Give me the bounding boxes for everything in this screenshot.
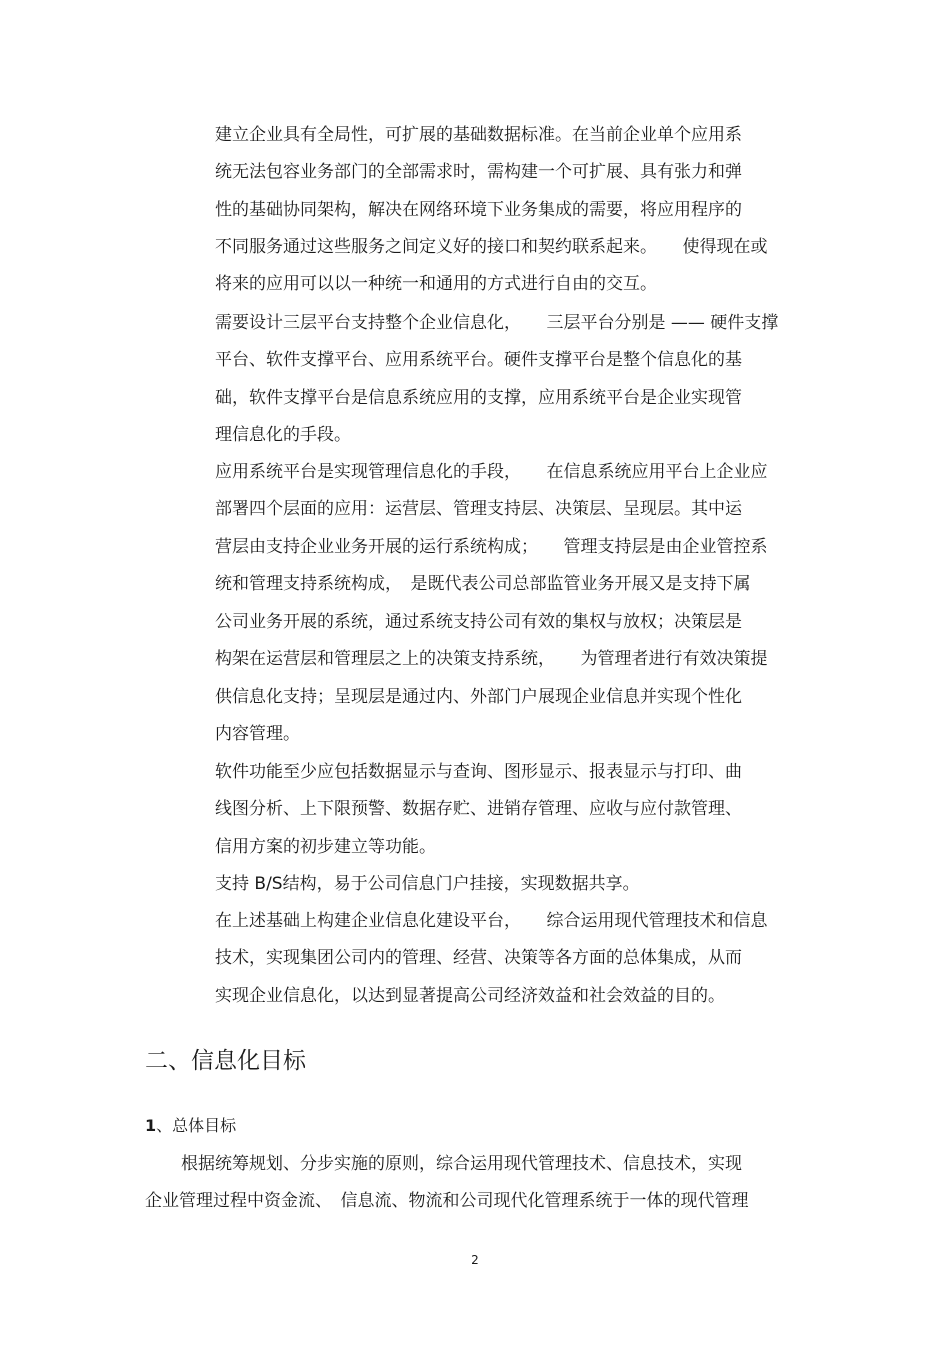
text-line: 统无法包容业务部门的全部需求时，需构建一个可扩展、具有张力和弹 — [215, 162, 742, 182]
text-line: 将来的应用可以以一种统一和通用的方式进行自由的交互。 — [215, 274, 657, 294]
text-line: 需要设计三层平台支持整个企业信息化， 三层平台分别是 —— 硬件支撑 — [215, 313, 779, 333]
subsection-title: 、总体目标 — [156, 1116, 237, 1135]
page-number: 2 — [471, 1253, 479, 1267]
text-line: 营层由支持企业业务开展的运行系统构成； 管理支持层是由企业管控系 — [215, 537, 768, 557]
text-line: 线图分析、上下限预警、数据存贮、进销存管理、应收与应付款管理、 — [215, 799, 742, 819]
section-heading: 二、信息化目标 — [145, 1048, 306, 1074]
text-line: 理信息化的手段。 — [215, 425, 351, 445]
text-line: 在上述基础上构建企业信息化建设平台， 综合运用现代管理技术和信息 — [215, 911, 768, 931]
text-line: 部署四个层面的应用：运营层、管理支持层、决策层、呈现层。其中运 — [215, 499, 742, 519]
text-line: 统和管理支持系统构成， 是既代表公司总部监管业务开展又是支持下属 — [215, 574, 751, 594]
text-line: 内容管理。 — [215, 724, 300, 744]
subsection-number: 1 — [145, 1116, 157, 1135]
text-line: 公司业务开展的系统，通过系统支持公司有效的集权与放权；决策层是 — [215, 612, 742, 632]
subsection-heading — [145, 1115, 236, 1137]
text-line: 供信息化支持；呈现层是通过内、外部门户展现企业信息并实现个性化 — [215, 687, 742, 707]
text-line: 根据统筹规划、分步实施的原则，综合运用现代管理技术、信息技术，实现 — [181, 1154, 742, 1174]
text-line: 支持 B/S结构，易于公司信息门户挂接，实现数据共享。 — [215, 874, 640, 894]
text-line: 应用系统平台是实现管理信息化的手段， 在信息系统应用平台上企业应 — [215, 462, 768, 482]
text-line: 企业管理过程中资金流、 信息流、物流和公司现代化管理系统于一体的现代管理 — [145, 1191, 749, 1211]
text-line: 不同服务通过这些服务之间定义好的接口和契约联系起来。 使得现在或 — [215, 237, 768, 257]
text-line: 技术，实现集团公司内的管理、经营、决策等各方面的总体集成，从而 — [215, 948, 742, 968]
text-line: 性的基础协同架构，解决在网络环境下业务集成的需要，将应用程序的 — [215, 200, 742, 220]
text-line: 平台、软件支撑平台、应用系统平台。硬件支撑平台是整个信息化的基 — [215, 350, 742, 370]
text-line: 建立企业具有全局性，可扩展的基础数据标准。在当前企业单个应用系 — [215, 125, 742, 145]
text-line: 构架在运营层和管理层之上的决策支持系统， 为管理者进行有效决策提 — [215, 649, 768, 669]
text-line: 软件功能至少应包括数据显示与查询、图形显示、报表显示与打印、曲 — [215, 762, 742, 782]
text-line: 础，软件支撑平台是信息系统应用的支撑，应用系统平台是企业实现管 — [215, 388, 742, 408]
text-line: 信用方案的初步建立等功能。 — [215, 837, 436, 857]
text-line: 实现企业信息化，以达到显著提高公司经济效益和社会效益的目的。 — [215, 986, 725, 1006]
